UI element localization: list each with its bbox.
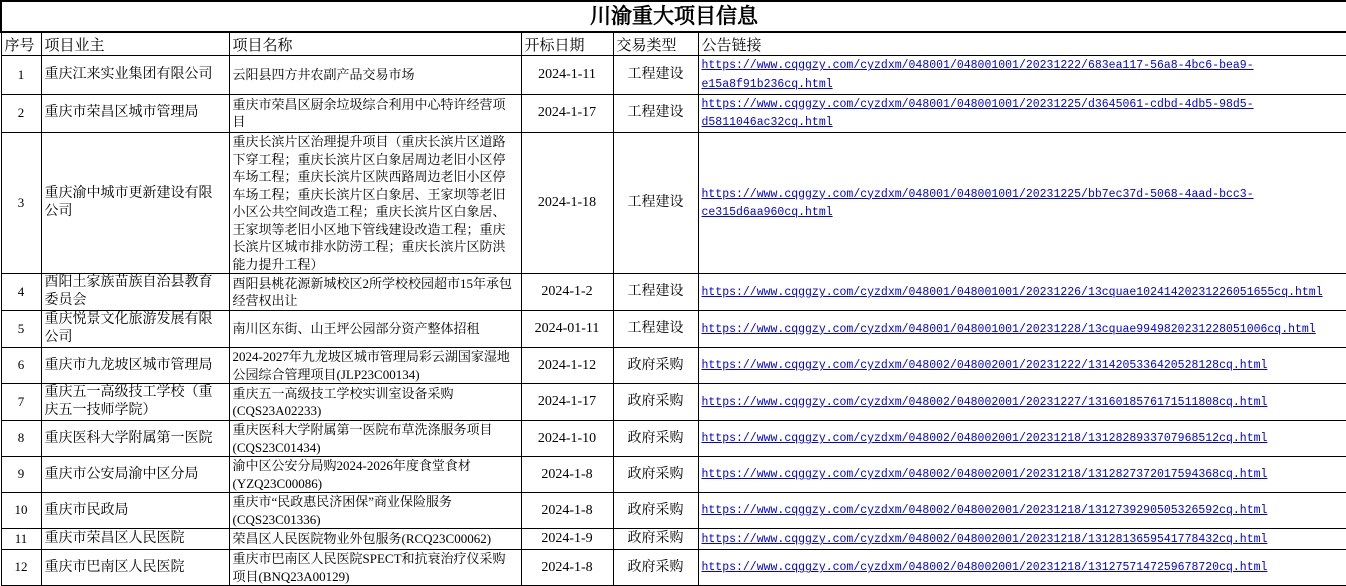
cell-bid-date: 2024-1-2	[521, 274, 613, 311]
cell-serial: 5	[1, 311, 41, 348]
cell-bid-date: 2024-1-11	[521, 56, 613, 94]
cell-owner: 重庆悦景文化旅游发展有限公司	[41, 311, 229, 348]
announcement-link[interactable]: https://www.cqggzy.com/cyzdxm/048001/048001001/20231225/d3645061-cdbd-4db5-98d5-d5811046ac32cq.html	[701, 97, 1254, 130]
cell-bid-date: 2024-01-11	[521, 311, 613, 348]
cell-owner: 重庆市公安局渝中区分局	[41, 457, 229, 493]
cell-link	[698, 384, 1346, 421]
cell-bid-date: 2024-1-8	[521, 493, 613, 529]
cell-project-name: 重庆市荣昌区厨余垃圾综合利用中心特许经营项目	[229, 94, 521, 132]
cell-owner: 重庆市九龙坡区城市管理局	[41, 348, 229, 384]
cell-serial: 9	[1, 457, 41, 493]
cell-trade-type: 政府采购	[613, 420, 698, 456]
cell-link	[698, 274, 1346, 311]
cell-serial: 10	[1, 493, 41, 529]
table-row	[1, 550, 1346, 586]
announcement-link[interactable]: https://www.cqggzy.com/cyzdxm/048001/048001001/20231226/13cquae10241420231226051655cq.html	[701, 286, 1323, 299]
cell-bid-date: 2024-1-12	[521, 348, 613, 384]
cell-trade-type: 工程建设	[613, 311, 698, 348]
cell-trade-type: 政府采购	[613, 493, 698, 529]
table-row	[1, 529, 1346, 550]
cell-link	[698, 529, 1346, 550]
col-header-project-name: 项目名称	[229, 32, 521, 56]
cell-project-name: 重庆市“民政惠民济困保”商业保险服务(CQS23C01336)	[229, 493, 521, 529]
col-header-bid-date: 开标日期	[521, 32, 613, 56]
cell-serial: 7	[1, 384, 41, 421]
announcement-link[interactable]: https://www.cqggzy.com/cyzdxm/048001/048001001/20231228/13cquae9949820231228051006cq.html	[701, 322, 1316, 336]
col-header-serial: 序号	[1, 32, 41, 56]
cell-serial: 3	[1, 133, 41, 274]
announcement-link[interactable]: https://www.cqggzy.com/cyzdxm/048002/048002001/20231218/1312813659541778432cq.html	[701, 532, 1268, 546]
announcement-link[interactable]: https://www.cqggzy.com/cyzdxm/048002/048002001/20231227/1316018576171511808cq.html	[701, 395, 1268, 409]
cell-link	[698, 133, 1346, 274]
col-header-announcement-link: 公告链接	[698, 32, 1346, 56]
cell-owner: 重庆渝中城市更新建设有限公司	[41, 133, 229, 274]
cell-trade-type: 工程建设	[613, 274, 698, 311]
cell-project-name: 渝中区公安分局购2024-2026年度食堂食材(YZQ23C00086)	[229, 457, 521, 493]
col-header-owner: 项目业主	[41, 32, 229, 56]
cell-bid-date: 2024-1-8	[521, 550, 613, 586]
header-row	[1, 32, 1346, 56]
cell-project-name: 酉阳县桃花源新城校区2所学校校园超市15年承包经营权出让	[229, 274, 521, 311]
announcement-link[interactable]: https://www.cqggzy.com/cyzdxm/048001/048001001/20231222/683ea117-56a8-4bc6-bea9-e15a8f91b236cq.html	[701, 59, 1254, 92]
cell-serial: 1	[1, 56, 41, 94]
cell-owner: 酉阳土家族苗族自治县教育委员会	[41, 274, 229, 311]
cell-trade-type: 工程建设	[613, 56, 698, 94]
cell-owner: 重庆市民政局	[41, 493, 229, 529]
announcement-link[interactable]: https://www.cqggzy.com/cyzdxm/048002/048002001/20231218/1312739290505326592cq.html	[701, 504, 1268, 518]
cell-serial: 11	[1, 529, 41, 550]
cell-project-name: 2024-2027年九龙坡区城市管理局彩云湖国家湿地公园综合管理项目(JLP23C00134)	[229, 348, 521, 384]
title-row	[1, 1, 1346, 32]
cell-link	[698, 311, 1346, 348]
announcement-link[interactable]: https://www.cqggzy.com/cyzdxm/048002/048002001/20231218/1312757147259678720cq.html	[701, 561, 1268, 575]
cell-project-name: 重庆医科大学附属第一医院布草洗涤服务项目(CQS23C01434)	[229, 420, 521, 456]
table-row	[1, 274, 1346, 311]
announcement-link[interactable]: https://www.cqggzy.com/cyzdxm/048002/048002001/20231218/1312828933707968512cq.html	[701, 432, 1268, 446]
cell-trade-type: 政府采购	[613, 529, 698, 550]
cell-project-name: 重庆长滨片区治理提升项目（重庆长滨片区道路下穿工程；重庆长滨片区白象居周边老旧小区停车场工程；重庆长滨片区陕西路周边老旧小区停车场工程；重庆长滨片区白象居、王家坝等老旧小区公共空间改造工程；重庆长滨片区白象居、王家坝等老旧小区地下管线建设改造工程；重庆长滨片区城市排水防涝工程；重庆长滨片区防洪能力提升工程）	[229, 133, 521, 274]
cell-link	[698, 348, 1346, 384]
cell-owner: 重庆市荣昌区人民医院	[41, 529, 229, 550]
cell-link	[698, 420, 1346, 456]
cell-project-name: 重庆五一高级技工学校实训室设备采购(CQS23A02233)	[229, 384, 521, 421]
cell-project-name: 重庆市巴南区人民医院SPECT和抗衰治疗仪采购项目(BNQ23A00129)	[229, 550, 521, 586]
cell-owner: 重庆市巴南区人民医院	[41, 550, 229, 586]
cell-owner: 重庆医科大学附属第一医院	[41, 420, 229, 456]
cell-link	[698, 457, 1346, 493]
table-row	[1, 133, 1346, 274]
page-title: 川渝重大项目信息	[1, 1, 1346, 32]
cell-trade-type: 政府采购	[613, 550, 698, 586]
cell-project-name: 荣昌区人民医院物业外包服务(RCQ23C00062)	[229, 529, 521, 550]
cell-project-name: 云阳县四方井农副产品交易市场	[229, 56, 521, 94]
cell-link	[698, 94, 1346, 132]
cell-owner: 重庆五一高级技工学校（重庆五一技师学院）	[41, 384, 229, 421]
cell-bid-date: 2024-1-17	[521, 384, 613, 421]
cell-owner: 重庆市荣昌区城市管理局	[41, 94, 229, 132]
announcement-link[interactable]: https://www.cqggzy.com/cyzdxm/048001/048001001/20231225/bb7ec37d-5068-4aad-bcc3-ce315d6aa960cq.html	[701, 187, 1254, 220]
cell-trade-type: 政府采购	[613, 348, 698, 384]
cell-serial: 4	[1, 274, 41, 311]
col-header-trade-type: 交易类型	[613, 32, 698, 56]
table-row	[1, 94, 1346, 132]
cell-owner: 重庆江来实业集团有限公司	[41, 56, 229, 94]
cell-bid-date: 2024-1-10	[521, 420, 613, 456]
cell-serial: 12	[1, 550, 41, 586]
table-row	[1, 493, 1346, 529]
cell-bid-date: 2024-1-17	[521, 94, 613, 132]
table-row	[1, 457, 1346, 493]
cell-bid-date: 2024-1-9	[521, 529, 613, 550]
cell-trade-type: 政府采购	[613, 457, 698, 493]
cell-serial: 8	[1, 420, 41, 456]
cell-bid-date: 2024-1-18	[521, 133, 613, 274]
table-row	[1, 311, 1346, 348]
announcement-link[interactable]: https://www.cqggzy.com/cyzdxm/048002/048002001/20231218/1312827372017594368cq.html	[701, 468, 1268, 482]
cell-serial: 2	[1, 94, 41, 132]
cell-project-name: 南川区东街、山王坪公园部分资产整体招租	[229, 311, 521, 348]
cell-link	[698, 493, 1346, 529]
table-row	[1, 56, 1346, 94]
cell-trade-type: 工程建设	[613, 133, 698, 274]
cell-bid-date: 2024-1-8	[521, 457, 613, 493]
table-row	[1, 384, 1346, 421]
cell-trade-type: 工程建设	[613, 94, 698, 132]
cell-trade-type: 政府采购	[613, 384, 698, 421]
table-row	[1, 348, 1346, 384]
announcement-link[interactable]: https://www.cqggzy.com/cyzdxm/048002/048002001/20231222/1314205336420528128cq.html	[701, 359, 1268, 373]
cell-link	[698, 550, 1346, 586]
cell-serial: 6	[1, 348, 41, 384]
table-row	[1, 420, 1346, 456]
cell-link	[698, 56, 1346, 94]
